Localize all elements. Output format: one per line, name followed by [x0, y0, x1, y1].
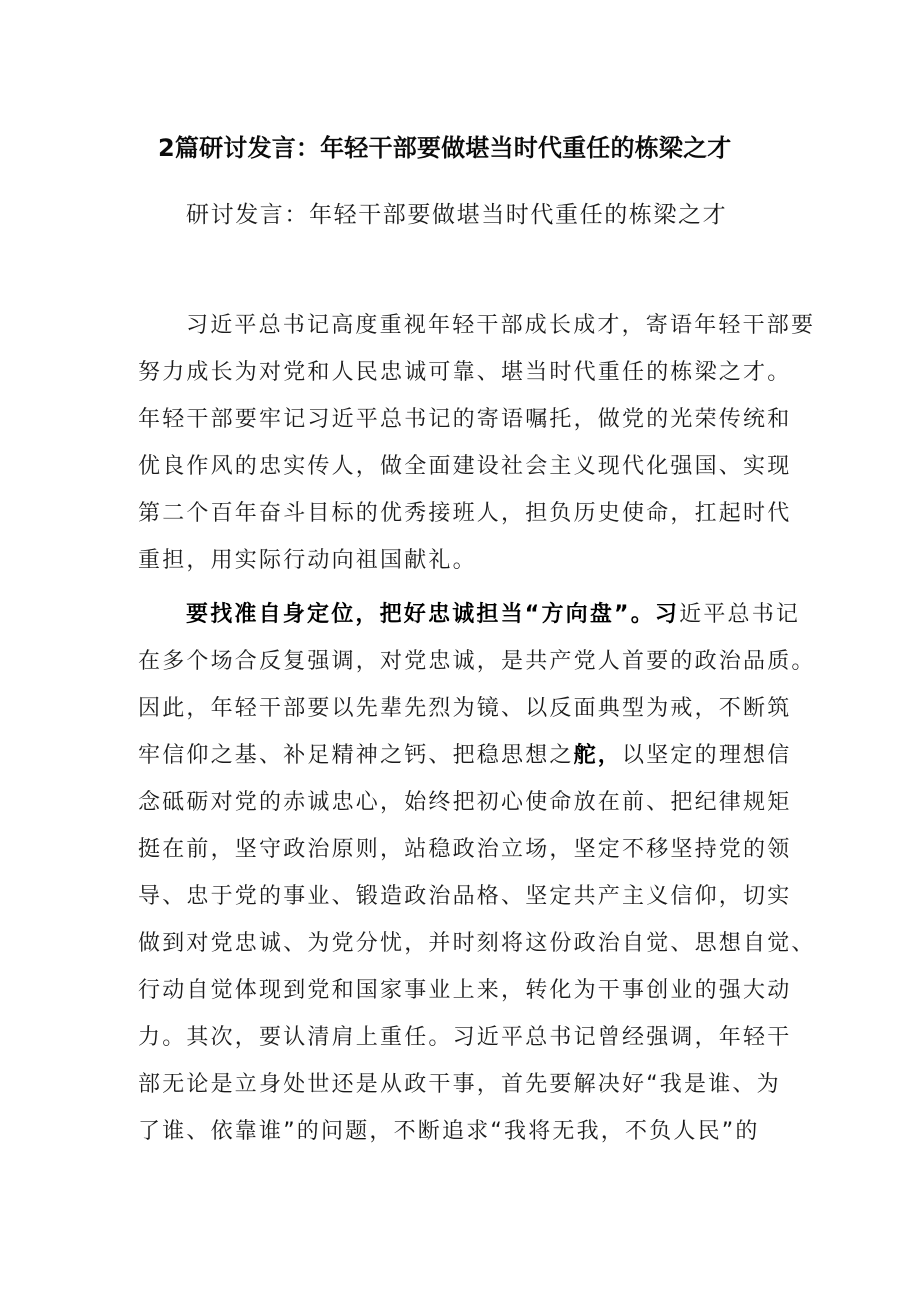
text-line: 优良作风的忠实传人，做全面建设社会主义现代化强国、实现 [138, 454, 792, 479]
text-line: 第二个百年奋斗目标的优秀接班人，担负历史使命，扛起时代 [138, 501, 792, 526]
text-line: 因此，年轻干部要以先辈先烈为镜、以反面典型为戒，不断筑 [138, 696, 792, 721]
section-heading-bold: 要找准自身定位，把好忠诚担当“方向盘”。习 [186, 602, 680, 627]
text-line: 在多个场合反复强调，对党忠诚，是共产党人首要的政治品质。 [138, 649, 816, 674]
text-run: 牢信仰之基、补足精神之钙、把稳思想之 [138, 743, 574, 768]
text-line: 念砥砺对党的赤诚忠心，始终把初心使命放在前、把纪律规矩 [138, 790, 792, 815]
text-line: 导、忠于党的事业、锻造政治品格、坚定共产主义信仰，切实 [138, 884, 792, 909]
text-line [138, 732, 798, 779]
text-line [138, 591, 801, 638]
text-line: 努力成长为对党和人民忠诚可靠、堪当时代重任的栋梁之才。 [138, 360, 792, 385]
text-line: 部无论是立身处世还是从政干事，首先要解决好“我是谁、为 [138, 1072, 781, 1097]
text-line: 力。其次，要认清肩上重任。习近平总书记曾经强调，年轻干 [138, 1025, 792, 1050]
text-line: 了谁、依靠谁”的问题，不断追求“我将无我，不负人民”的 [138, 1119, 760, 1144]
text-run: 近平总书记 [679, 602, 801, 627]
text-line: 年轻干部要牢记习近平总书记的寄语嘱托，做党的光荣传统和 [138, 407, 792, 432]
paragraph-loyalty [138, 591, 816, 1155]
text-line: 行动自觉体现到党和国家事业上来，转化为干事创业的强大动 [138, 978, 792, 1003]
bold-run: 舵， [573, 743, 623, 768]
text-run: 以坚定的理想信 [622, 743, 792, 768]
text-line: 习近平总书记高度重视年轻干部成长成才，寄语年轻干部要 [186, 313, 816, 338]
text-line: 重担，用实际行动向祖国献礼。 [138, 548, 477, 573]
paragraph-intro [138, 302, 816, 584]
text-line: 做到对党忠诚、为党分忧，并时刻将这份政治自觉、思想自觉、 [138, 931, 816, 956]
document-title: 2篇研讨发言：年轻干部要做堪当时代重任的栋梁之才 [158, 134, 732, 162]
document-subtitle: 研讨发言：年轻干部要做堪当时代重任的栋梁之才 [186, 202, 728, 228]
text-line: 挺在前，坚守政治原则，站稳政治立场，坚定不移坚持党的领 [138, 837, 792, 862]
